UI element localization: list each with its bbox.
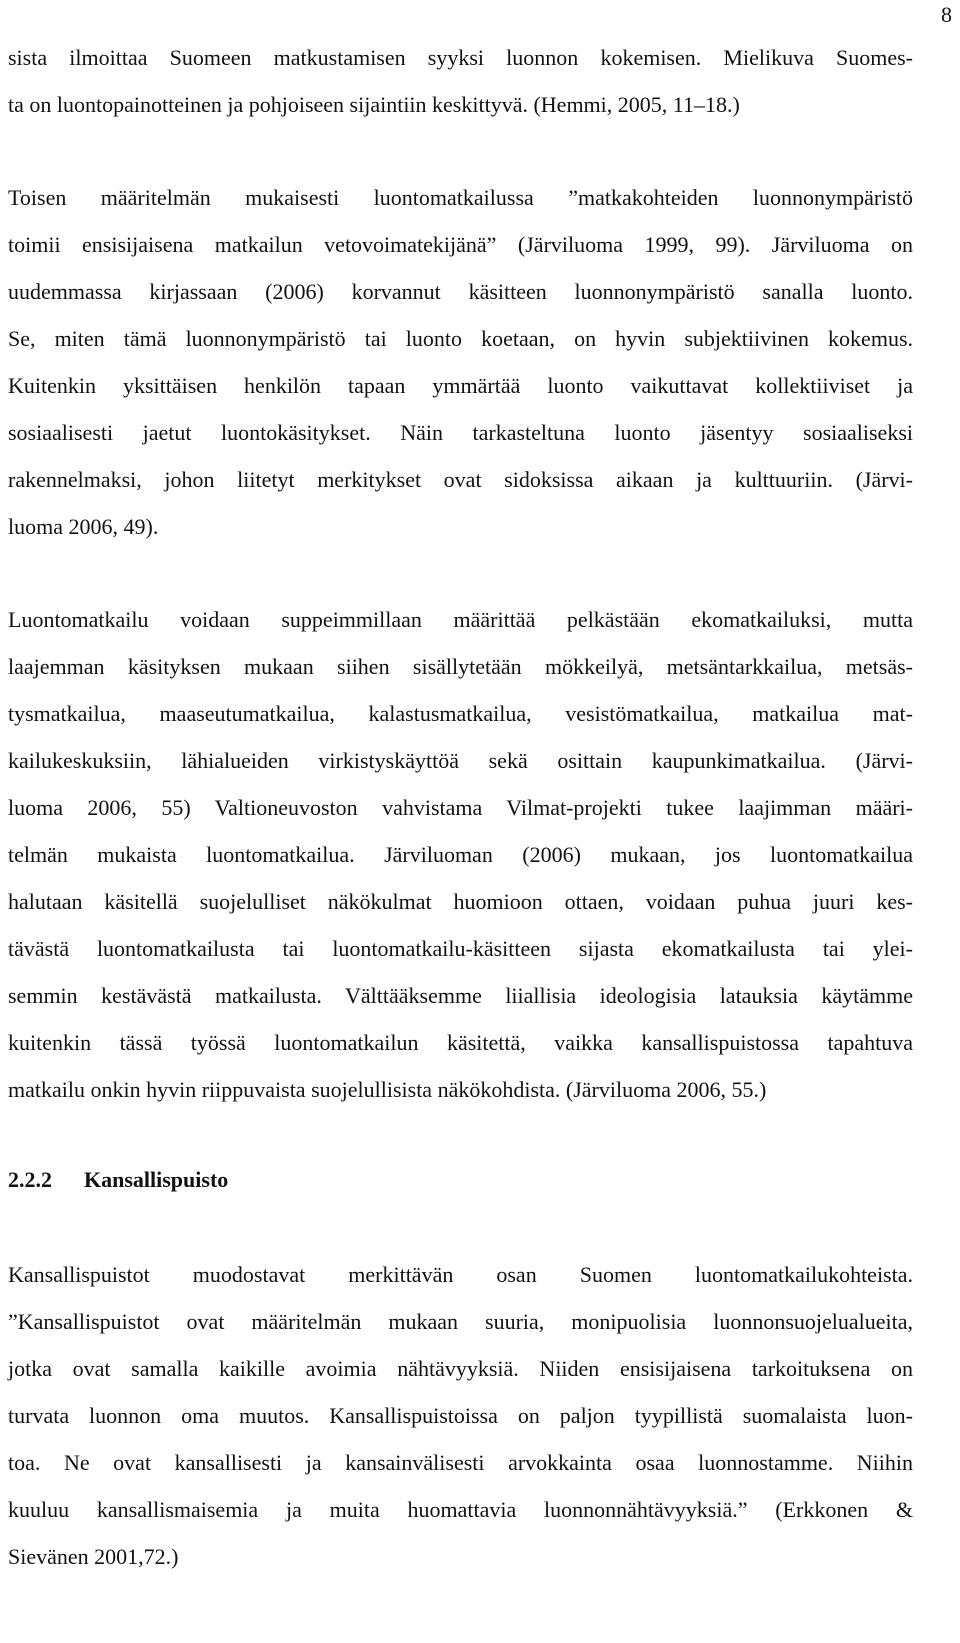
text-line: luoma 2006, 55) Valtioneuvoston vahvistama Vilmat-projekti tukee laajimman määri- [8,795,913,820]
text-line: jotka ovat samalla kaikille avoimia nähtävyyksiä. Niiden ensisijaisena tarkoituksena on [8,1356,913,1381]
text-line: turvata luonnon oma muutos. Kansallispuistoissa on paljon tyypillistä suomalaista luon- [8,1403,913,1428]
text-line: Luontomatkailu voidaan suppeimmillaan määrittää pelkästään ekomatkailuksi, mutta [8,607,913,632]
text-line: semmin kestävästä matkailusta. Välttääksemme liiallisia ideologisia latauksia käytämme [8,983,913,1008]
text-line: kuitenkin tässä työssä luontomatkailun käsitettä, vaikka kansallispuistossa tapahtuva [8,1030,913,1055]
text-line: Kansallispuistot muodostavat merkittävän osan Suomen luontomatkailukohteista. [8,1262,913,1287]
section-heading [8,1165,228,1195]
text-line: laajemman käsityksen mukaan siihen sisällytetään mökkeilyä, metsäntarkkailua, metsäs- [8,654,913,679]
text-line: tävästä luontomatkailusta tai luontomatkailu-käsitteen sijasta ekomatkailusta tai ylei- [8,936,913,961]
text-line: kuuluu kansallismaisemia ja muita huomattavia luonnonnähtävyyksiä.” (Erkkonen & [8,1497,913,1522]
text-line: Toisen määritelmän mukaisesti luontomatkailussa ”matkakohteiden luonnonympäristö [8,185,913,210]
text-line: telmän mukaista luontomatkailua. Järviluoman (2006) mukaan, jos luontomatkailua [8,842,913,867]
section-number: 2.2.2 [8,1167,52,1192]
text-line: rakennelmaksi, johon liitetyt merkitykset ovat sidoksissa aikaan ja kulttuuriin. (Järvi- [8,467,913,492]
text-line: kailukeskuksiin, lähialueiden virkistyskäyttöä sekä osittain kaupunkimatkailua. (Järvi- [8,748,913,773]
text-line: toa. Ne ovat kansallisesti ja kansainvälisesti arvokkainta osaa luonnostamme. Niihin [8,1450,913,1475]
text-line: ta on luontopainotteinen ja pohjoiseen sijaintiin keskittyvä. (Hemmi, 2005, 11–18.) [8,92,740,117]
text-line: Kuitenkin yksittäisen henkilön tapaan ymmärtää luonto vaikuttavat kollektiiviset ja [8,373,913,398]
text-line: sosiaalisesti jaetut luontokäsitykset. Näin tarkasteltuna luonto jäsentyy sosiaaliseksi [8,420,913,445]
text-line: Se, miten tämä luonnonympäristö tai luonto koetaan, on hyvin subjektiivinen kokemus. [8,326,913,351]
text-line: matkailu onkin hyvin riippuvaista suojelullisista näkökohdista. (Järviluoma 2006, 55.) [8,1077,767,1102]
section-title: Kansallispuisto [84,1167,229,1192]
text-line: luoma 2006, 49). [8,514,159,539]
text-line: Sievänen 2001,72.) [8,1544,179,1569]
text-line: halutaan käsitellä suojelulliset näkökulmat huomioon ottaen, voidaan puhua juuri kes- [8,889,913,914]
text-line: uudemmassa kirjassaan (2006) korvannut käsitteen luonnonympäristö sanalla luonto. [8,279,913,304]
text-line: toimii ensisijaisena matkailun vetovoimatekijänä” (Järviluoma 1999, 99). Järviluoma on [8,232,913,257]
text-line: tysmatkailua, maaseutumatkailua, kalastusmatkailua, vesistömatkailua, matkailua mat- [8,701,913,726]
page-number: 8 [941,2,952,27]
text-line: sista ilmoittaa Suomeen matkustamisen syyksi luonnon kokemisen. Mielikuva Suomes- [8,45,913,70]
text-line: ”Kansallispuistot ovat määritelmän mukaan suuria, monipuolisia luonnonsuojelualueita, [8,1309,913,1334]
